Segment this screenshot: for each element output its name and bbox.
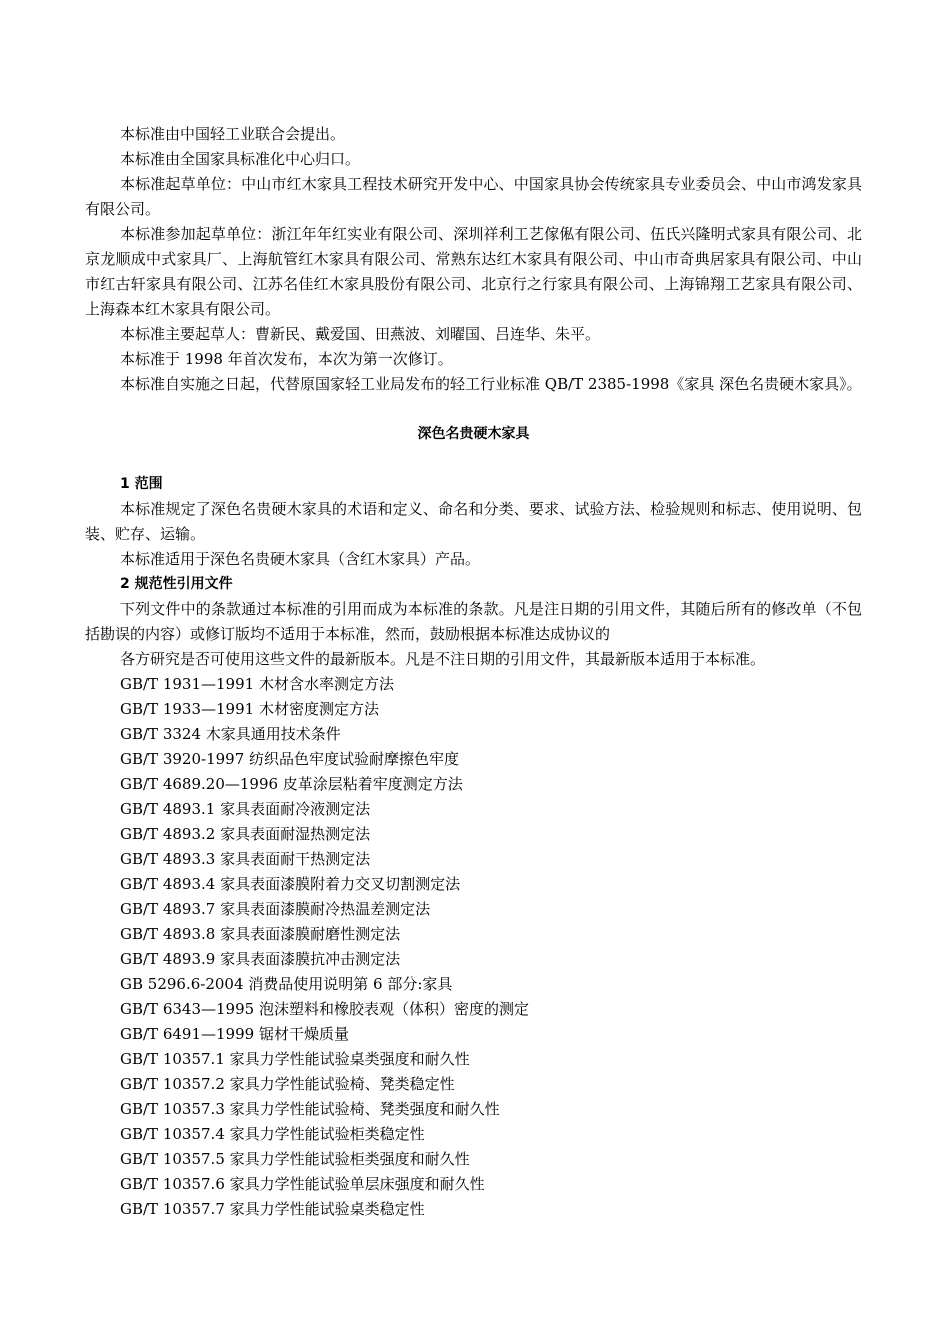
reference-item: GB/T 10357.7 家具力学性能试验桌类稳定性 bbox=[120, 1200, 425, 1218]
reference-item: GB/T 1931—1991 木材含水率测定方法 bbox=[120, 675, 394, 693]
reference-item: GB/T 4893.8 家具表面漆膜耐磨性测定法 bbox=[120, 925, 401, 943]
references-intro-continued: 各方研究是否可使用这些文件的最新版本。凡是不注日期的引用文件，其最新版本适用于本标准。 bbox=[120, 650, 766, 668]
reference-item: GB/T 10357.1 家具力学性能试验桌类强度和耐久性 bbox=[120, 1050, 470, 1068]
reference-item: GB/T 4893.9 家具表面漆膜抗冲击测定法 bbox=[120, 950, 401, 968]
scope-applicability: 本标准适用于深色名贵硬木家具（含红木家具）产品。 bbox=[120, 550, 481, 568]
reference-item: GB/T 3324 木家具通用技术条件 bbox=[120, 725, 341, 743]
references-intro: 下列文件中的条款通过本标准的引用而成为本标准的条款。凡是注日期的引用文件，其随后所有的修改单（不包括勘误的内容）或修订版均不适用于本标准，然而，鼓励根据本标准达成协议的 bbox=[85, 600, 862, 643]
preface-replacement: 本标准自实施之日起，代替原国家轻工业局发布的轻工行业标准 QB/T 2385-1998《家具 深色名贵硬木家具》。 bbox=[120, 375, 862, 393]
reference-item: GB/T 10357.2 家具力学性能试验椅、凳类稳定性 bbox=[120, 1075, 455, 1093]
reference-item: GB/T 4893.1 家具表面耐冷液测定法 bbox=[120, 800, 371, 818]
reference-item: GB/T 3920-1997 纺织品色牢度试验耐摩擦色牢度 bbox=[120, 750, 460, 768]
reference-item: GB/T 4689.20—1996 皮革涂层粘着牢度测定方法 bbox=[120, 775, 463, 793]
reference-item: GB/T 6343—1995 泡沫塑料和橡胶表观（体积）密度的测定 bbox=[120, 1000, 529, 1018]
reference-item: GB/T 4893.4 家具表面漆膜附着力交叉切割测定法 bbox=[120, 875, 461, 893]
reference-item: GB/T 10357.6 家具力学性能试验单层床强度和耐久性 bbox=[120, 1175, 485, 1193]
reference-list bbox=[85, 672, 862, 1222]
reference-item: GB/T 10357.3 家具力学性能试验椅、凳类强度和耐久性 bbox=[120, 1100, 500, 1118]
section-references-heading: 2 规范性引用文件 bbox=[120, 576, 233, 592]
preface-drafters: 本标准主要起草人：曹新民、戴爱国、田燕波、刘曜国、吕连华、朱平。 bbox=[120, 325, 601, 343]
reference-item: GB/T 1933—1991 木材密度测定方法 bbox=[120, 700, 379, 718]
scope-paragraph: 本标准规定了深色名贵硬木家具的术语和定义、命名和分类、要求、试验方法、检验规则和标志、使用说明、包装、贮存、运输。 bbox=[85, 500, 862, 543]
preface-administrator: 本标准由全国家具标准化中心归口。 bbox=[120, 150, 361, 168]
preface-history: 本标准于 1998 年首次发布，本次为第一次修订。 bbox=[120, 350, 453, 368]
reference-item: GB/T 6491—1999 锯材干燥质量 bbox=[120, 1025, 349, 1043]
reference-item: GB/T 4893.7 家具表面漆膜耐冷热温差测定法 bbox=[120, 900, 431, 918]
reference-item: GB/T 10357.4 家具力学性能试验柜类稳定性 bbox=[120, 1125, 425, 1143]
section-scope-heading: 1 范围 bbox=[120, 476, 163, 492]
preface-drafting-units: 本标准起草单位：中山市红木家具工程技术研究开发中心、中国家具协会传统家具专业委员会、中山市鸿发家具有限公司。 bbox=[85, 175, 862, 218]
preface-participating-units: 本标准参加起草单位：浙江年年红实业有限公司、深圳祥利工艺傢俬有限公司、伍氏兴隆明式家具有限公司、北京龙顺成中式家具厂、上海航管红木家具有限公司、常熟东达红木家具有限公司、中山市奇典居家具有限公司、中山市红古轩家具有限公司、江苏名佳红木家具股份有限公司、北京行之行家具有限公司、上海锦翔工艺家具有限公司、上海森本红木家具有限公司。 bbox=[85, 225, 862, 318]
reference-item: GB 5296.6-2004 消费品使用说明第 6 部分:家具 bbox=[120, 975, 453, 993]
reference-item: GB/T 10357.5 家具力学性能试验柜类强度和耐久性 bbox=[120, 1150, 470, 1168]
preface-proposer: 本标准由中国轻工业联合会提出。 bbox=[120, 125, 346, 143]
reference-item: GB/T 4893.3 家具表面耐干热测定法 bbox=[120, 850, 371, 868]
document-page bbox=[85, 122, 862, 1222]
reference-item: GB/T 4893.2 家具表面耐湿热测定法 bbox=[120, 825, 371, 843]
document-title: 深色名贵硬木家具 bbox=[417, 426, 530, 442]
